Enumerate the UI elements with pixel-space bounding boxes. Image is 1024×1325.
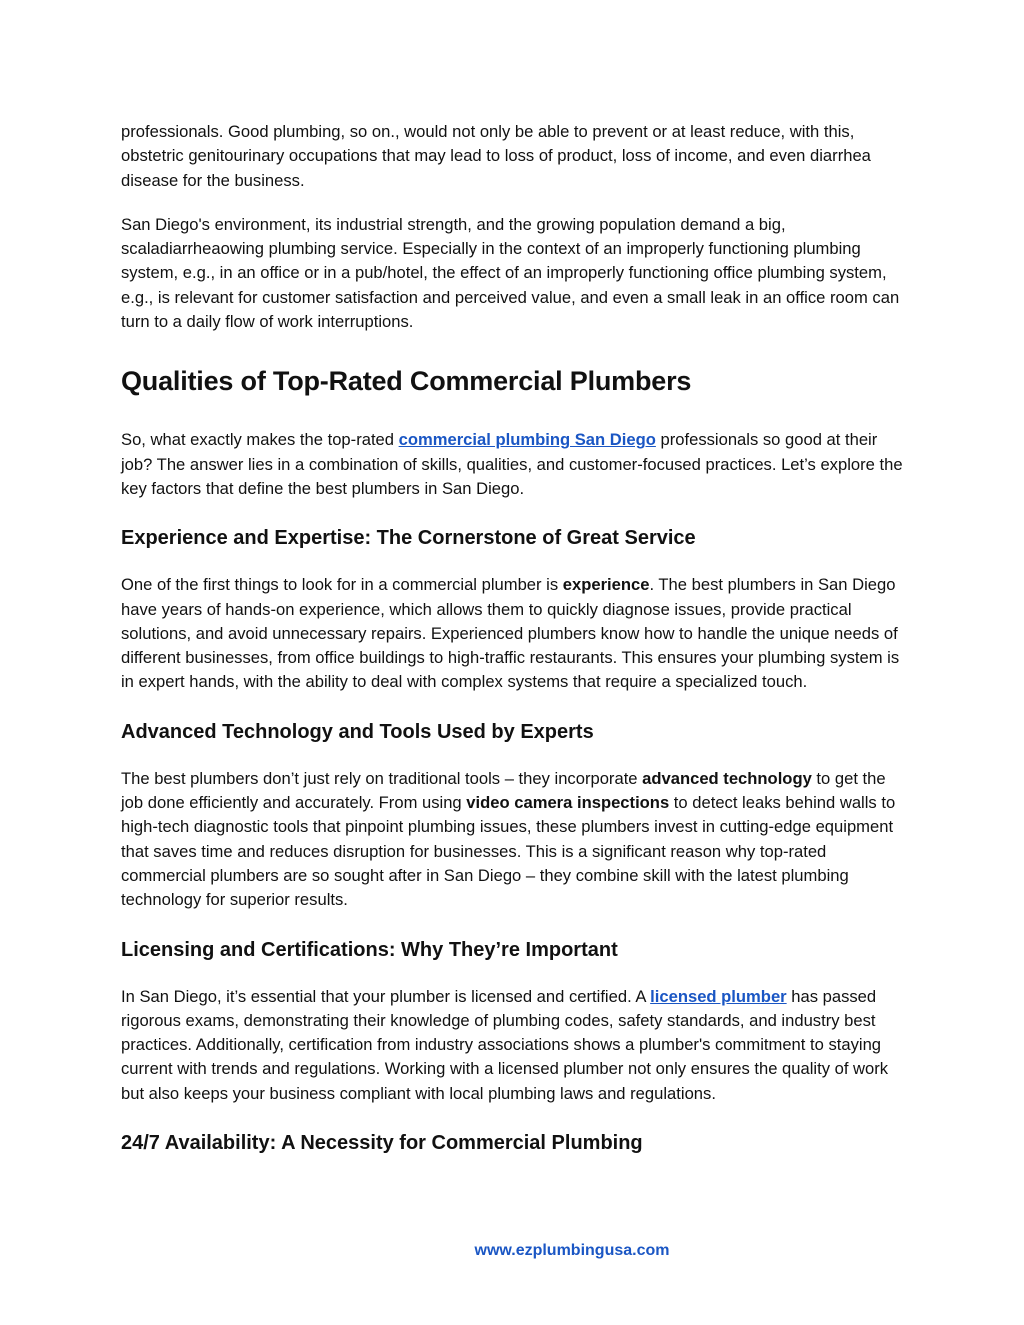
licensed-plumber-link[interactable]: licensed plumber — [650, 986, 787, 1006]
technology-heading: Advanced Technology and Tools Used by Experts — [121, 720, 594, 743]
main-heading: Qualities of Top-Rated Commercial Plumbers — [121, 366, 692, 397]
experience-paragraph — [121, 573, 911, 694]
availability-heading: 24/7 Availability: A Necessity for Commercial Plumbing — [121, 1132, 643, 1155]
licensing-heading: Licensing and Certifications: Why They’re Important — [121, 938, 618, 961]
experience-heading: Experience and Expertise: The Cornerstone of Great Service — [121, 527, 696, 550]
qualities-intro-text-after: professionals so good at their job? The answer lies in a combination of skills, qualities, and customer-focused practices. Let’s explore the key factors that define the best plumbers in San Diego. — [121, 430, 903, 498]
technology-text-3: to detect leaks behind walls to high-tech diagnostic tools that pinpoint plumbing issues, these plumbers invest in cutting-edge equipment that saves time and reduces disruption for businesses. This is a significant reason why top-rated commercial plumbers are so sought after in San Diego – they combine skill with the latest plumbing technology for superior results. — [121, 793, 896, 910]
qualities-intro-text-before: So, what exactly makes the top-rated — [121, 430, 399, 450]
technology-paragraph — [121, 767, 911, 913]
licensing-paragraph — [121, 985, 911, 1106]
technology-bold-1: advanced technology — [642, 768, 812, 788]
intro-paragraph-1: professionals. Good plumbing, so on., would not only be able to prevent or at least reduce, with this, obstetric genitourinary occupations that may lead to loss of product, loss of income, and even diarrhea disease for the business. — [121, 122, 871, 190]
qualities-intro-paragraph — [121, 428, 911, 501]
experience-bold: experience — [562, 575, 650, 595]
intro-paragraph-2: San Diego's environment, its industrial strength, and the growing population demand a big, scaladiarrheaowing plumbing service. Especially in the context of an improperly functioning plumbing system, e.g., in an office or in a pub/hotel, the effect of an improperly functioning office plumbing system, e.g., is relevant for customer satisfaction and perceived value, and even a small leak in an office room can turn to a daily flow of work interruptions. — [121, 214, 900, 332]
footer-url[interactable]: www.ezplumbingusa.com — [474, 1242, 670, 1259]
licensing-text-after: has passed rigorous exams, demonstrating their knowledge of plumbing codes, safety standards, and industry best practices. Additionally, certification from industry associations shows a plumber's commitment to staying current with trends and regulations. Working with a licensed plumber not only ensures the quality of work but also keeps your business compliant with local plumbing laws and regulations. — [121, 986, 889, 1103]
technology-text-1: The best plumbers don’t just rely on traditional tools – they incorporate — [121, 768, 643, 788]
experience-text-before: One of the first things to look for in a commercial plumber is — [121, 575, 563, 595]
commercial-plumbing-link[interactable]: commercial plumbing San Diego — [398, 430, 656, 450]
licensing-text-before: In San Diego, it’s essential that your plumber is licensed and certified. A — [121, 986, 651, 1006]
technology-bold-2: video camera inspections — [466, 793, 670, 813]
technology-text-2: to get the job done efficiently and accurately. From using — [121, 768, 886, 813]
document-page — [121, 120, 911, 1178]
experience-text-after: . The best plumbers in San Diego have years of hands-on experience, which allows them to quickly diagnose issues, provide practical solutions, and avoid unnecessary repairs. Experienced plumbers know how to handle the unique needs of different businesses, from office buildings to high-traffic restaurants. This ensures your plumbing system is in expert hands, with the ability to deal with complex systems that require a specialized touch. — [121, 575, 900, 692]
